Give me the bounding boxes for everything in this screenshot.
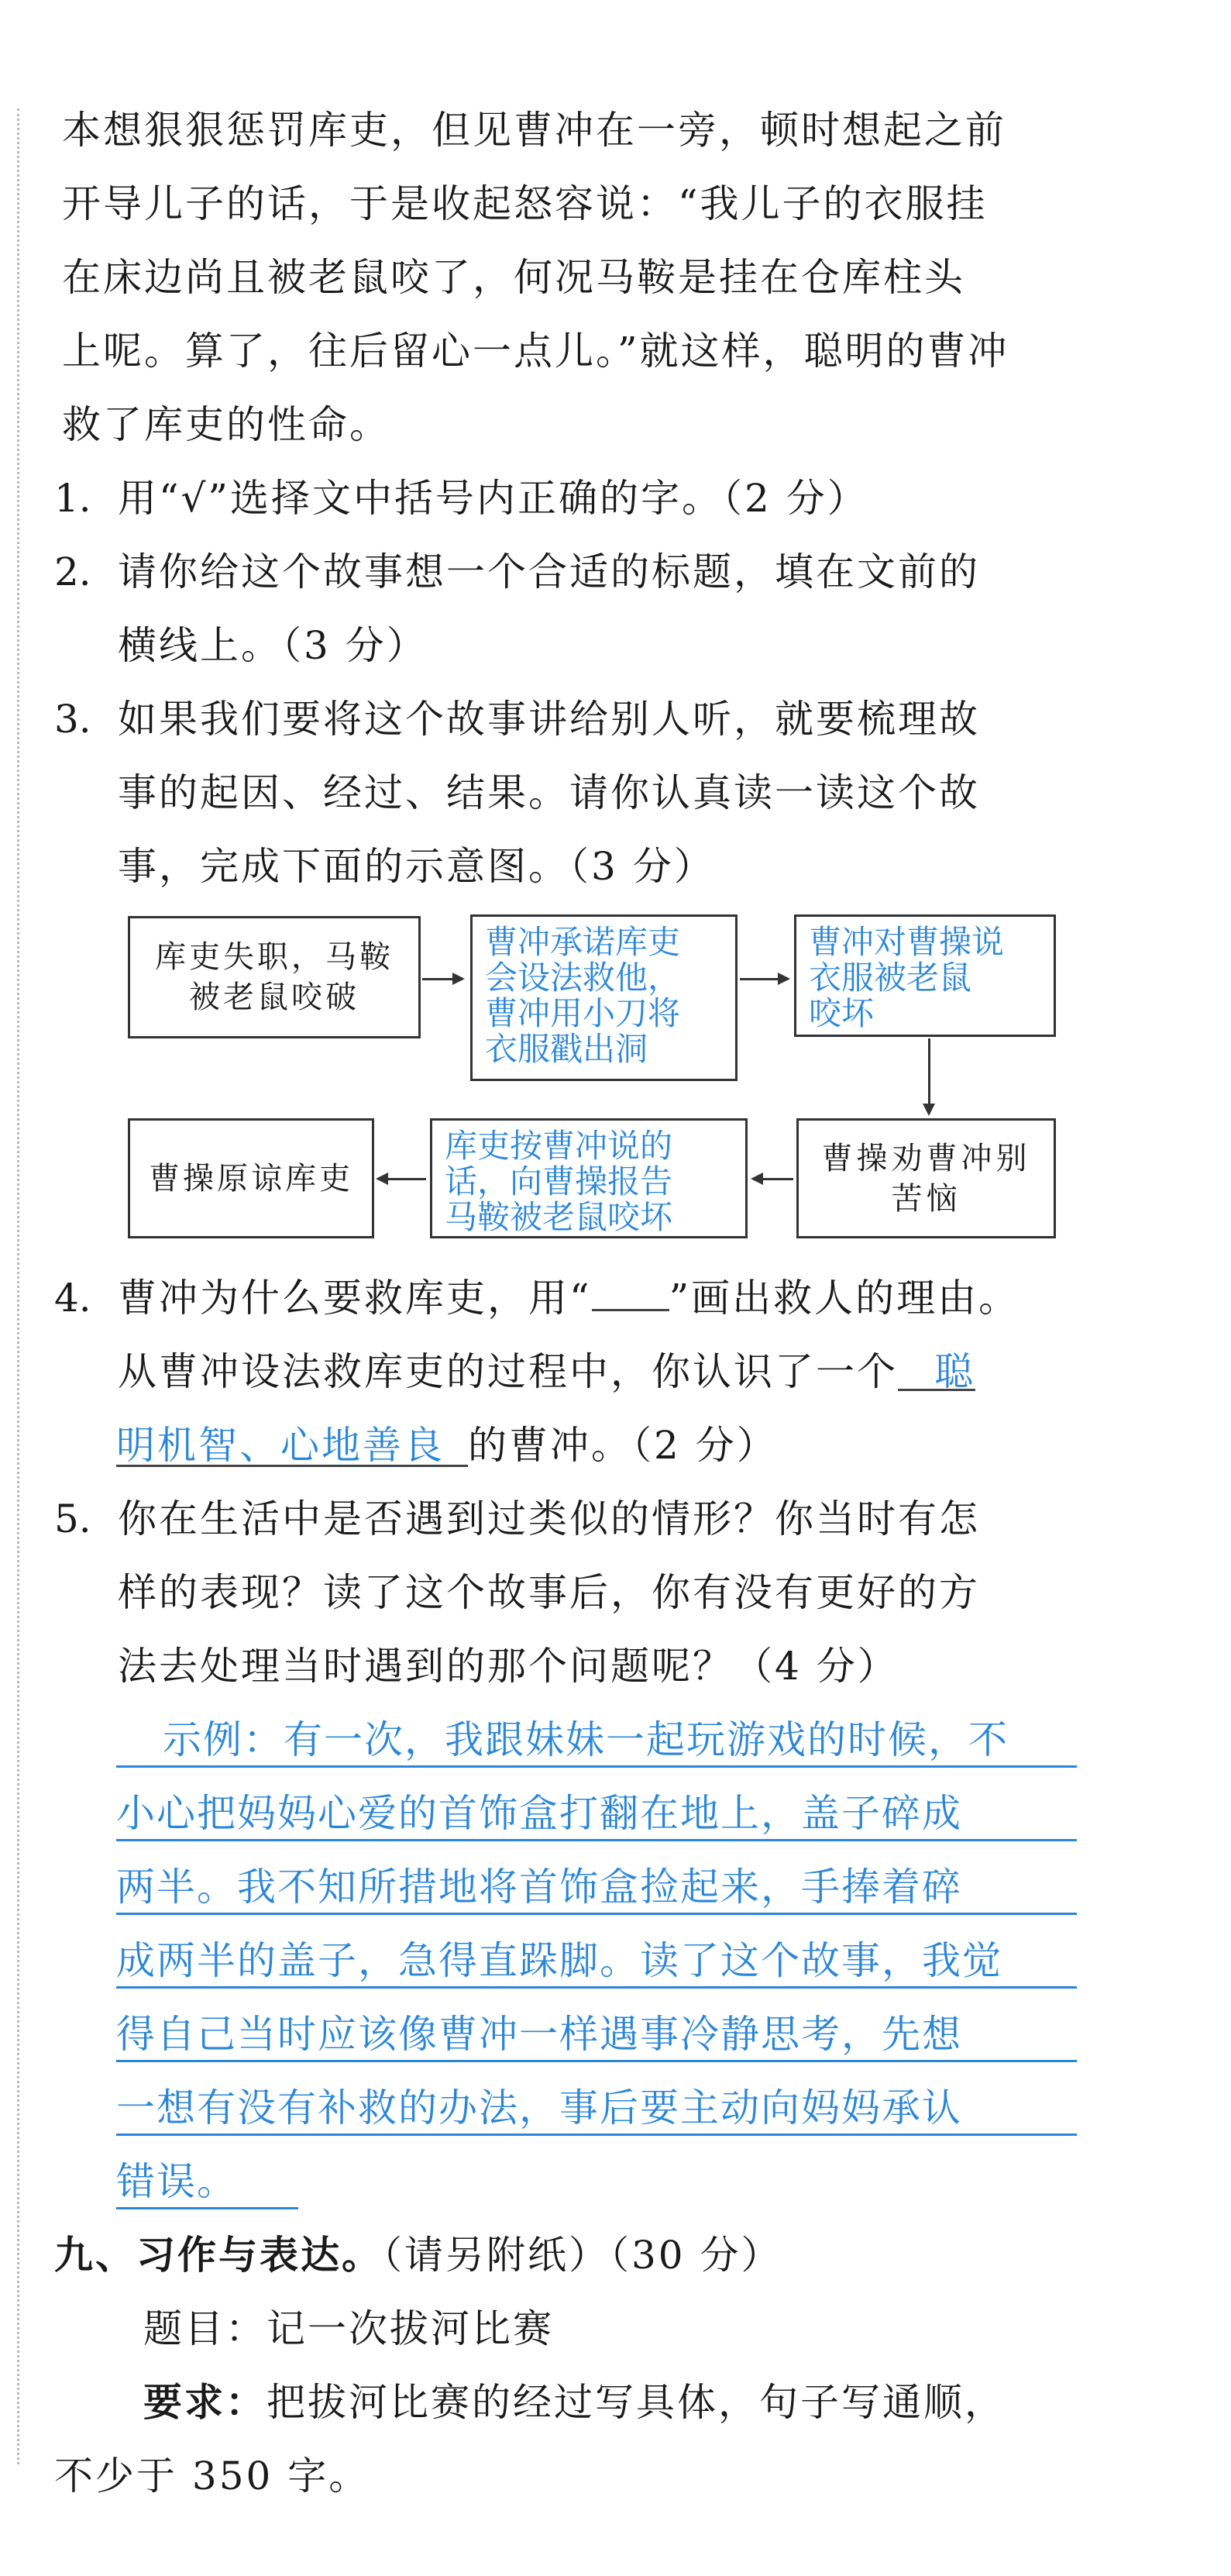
section-9-heading xyxy=(54,2232,782,2278)
q5-answer-line-7: 错误。 xyxy=(116,2159,237,2204)
q3-number: 3. xyxy=(54,697,91,742)
section-9-title-tail: （请另附纸）（30 分） xyxy=(383,2233,782,2278)
q4-line-2 xyxy=(118,1348,975,1395)
passage-line-3: 在床边尚且被老鼠咬了，何况马鞍是挂在仓库柱头 xyxy=(62,255,965,300)
diagram-box-persuade: 曹操劝曹冲别苦恼 xyxy=(796,1118,1056,1238)
diagram-box-cause: 库吏失职，马鞍被老鼠咬破 xyxy=(128,916,421,1038)
q4-line-3-tail: 的曹冲。（2 分） xyxy=(468,1423,778,1468)
q2-line-1: 请你给这个故事想一个合适的标题，填在文前的 xyxy=(118,549,980,594)
q4-line-3 xyxy=(116,1422,778,1469)
q5-answer-line-1: 示例：有一次，我跟妹妹一起玩游戏的时候，不 xyxy=(163,1717,1009,1762)
q4-line-1-a: 曹冲为什么要救库吏，用“ xyxy=(118,1276,592,1321)
q4-number: 4. xyxy=(54,1276,91,1321)
diagram-box-answer-1 xyxy=(470,914,738,1081)
diagram-box-answer-3 xyxy=(430,1118,748,1238)
answer-underline-5 xyxy=(116,2060,1077,2062)
q4-line-1 xyxy=(118,1275,1020,1321)
passage-line-5: 救了库吏的性命。 xyxy=(62,402,390,447)
passage-line-2: 开导儿子的话，于是收起怒容说：“我儿子的衣服挂 xyxy=(62,181,988,226)
passage-line-4: 上呢。算了，往后留心一点儿。”就这样，聪明的曹冲 xyxy=(62,329,1009,374)
box2-line-3: 曹冲用小刀将 xyxy=(485,994,681,1032)
q5-answer-line-3: 两半。我不知所措地将首饰盒捡起来，手捧着碎 xyxy=(116,1865,962,1910)
box2-line-2: 会设法救他， xyxy=(485,959,681,997)
section-9-requirement xyxy=(143,2379,1006,2426)
box3-line-1: 曹冲对曹操说 xyxy=(809,923,1005,961)
q5-line-1: 你在生活中是否遇到过类似的情形？你当时有怎 xyxy=(118,1496,980,1541)
box3-line-2: 衣服被老鼠 xyxy=(809,959,972,997)
q2-line-2: 横线上。（3 分） xyxy=(118,623,428,668)
passage-line-1: 本想狠狠惩罚库吏，但见曹冲在一旁，顿时想起之前 xyxy=(62,108,1006,153)
q1-text: 用“√”选择文中括号内正确的字。（2 分） xyxy=(118,476,868,521)
answer-underline-6 xyxy=(116,2133,1077,2136)
q4-blank-underline xyxy=(592,1275,669,1311)
answer-underline-1 xyxy=(116,1765,1077,1768)
q4-line-1-b: ”画出救人的理由。 xyxy=(669,1276,1020,1321)
section-9-title: 九、习作与表达。 xyxy=(54,2232,383,2278)
answer-underline-2 xyxy=(116,1839,1077,1841)
q5-answer-line-2: 小心把妈妈心爱的首饰盒打翻在地上，盖子碎成 xyxy=(116,1791,962,1836)
answer-underline-7 xyxy=(116,2207,298,2209)
section-9-requirement-2: 不少于 350 字。 xyxy=(54,2454,370,2499)
requirement-label: 要求： xyxy=(143,2379,266,2425)
box2-line-1: 曹冲承诺库吏 xyxy=(485,923,681,961)
box3-line-3: 咬坏 xyxy=(809,994,875,1032)
q1-number: 1. xyxy=(54,476,91,521)
q3-line-3: 事，完成下面的示意图。（3 分） xyxy=(118,844,715,889)
q4-answer-part-2: 明机智、心地善良 xyxy=(116,1423,445,1468)
arrow-right-1 xyxy=(422,978,462,980)
q4-answer-blank-1 xyxy=(898,1348,975,1394)
diagram-box-result: 曹操原谅库吏 xyxy=(128,1118,374,1238)
q2-number: 2. xyxy=(54,549,91,594)
q5-answer-line-5: 得自己当时应该像曹冲一样遇事冷静思考，先想 xyxy=(116,2012,962,2057)
arrow-down xyxy=(928,1038,930,1114)
box5-line-3: 马鞍被老鼠咬坏 xyxy=(445,1198,673,1236)
q5-answer-line-6: 一想有没有补救的办法，事后要主动向妈妈承认 xyxy=(116,2085,962,2130)
arrow-left-2 xyxy=(378,1178,426,1180)
q3-line-2: 事的起因、经过、结果。请你认真读一读这个故 xyxy=(118,770,980,815)
box5-line-2: 话，向曹操报告 xyxy=(445,1162,673,1200)
answer-underline-4 xyxy=(116,1986,1077,1989)
section-9-topic: 题目：记一次拔河比赛 xyxy=(143,2306,554,2351)
q4-line-2-text: 从曹冲设法救库吏的过程中，你认识了一个 xyxy=(118,1349,898,1394)
q4-answer-blank-2 xyxy=(116,1422,468,1467)
box2-line-4: 衣服戳出洞 xyxy=(485,1030,648,1068)
q5-line-2: 样的表现？读了这个故事后，你有没有更好的方 xyxy=(118,1570,980,1615)
requirement-text: 把拔河比赛的经过写具体，句子写通顺， xyxy=(266,2380,1006,2425)
q5-line-3: 法去处理当时遇到的那个问题呢？（4 分） xyxy=(118,1644,899,1689)
answer-underline-3 xyxy=(116,1913,1077,1915)
box5-line-1: 库吏按曹冲说的 xyxy=(445,1127,673,1165)
q4-answer-part-1: 聪 xyxy=(934,1349,975,1394)
diagram-box-answer-2 xyxy=(794,914,1056,1037)
arrow-right-2 xyxy=(740,978,788,980)
margin-divider xyxy=(17,108,19,2464)
arrow-left-1 xyxy=(753,1178,793,1180)
q3-line-1: 如果我们要将这个故事讲给别人听，就要梳理故 xyxy=(118,697,980,742)
q5-answer-line-4: 成两半的盖子，急得直跺脚。读了这个故事，我觉 xyxy=(116,1938,1002,1983)
q5-number: 5. xyxy=(54,1496,91,1541)
